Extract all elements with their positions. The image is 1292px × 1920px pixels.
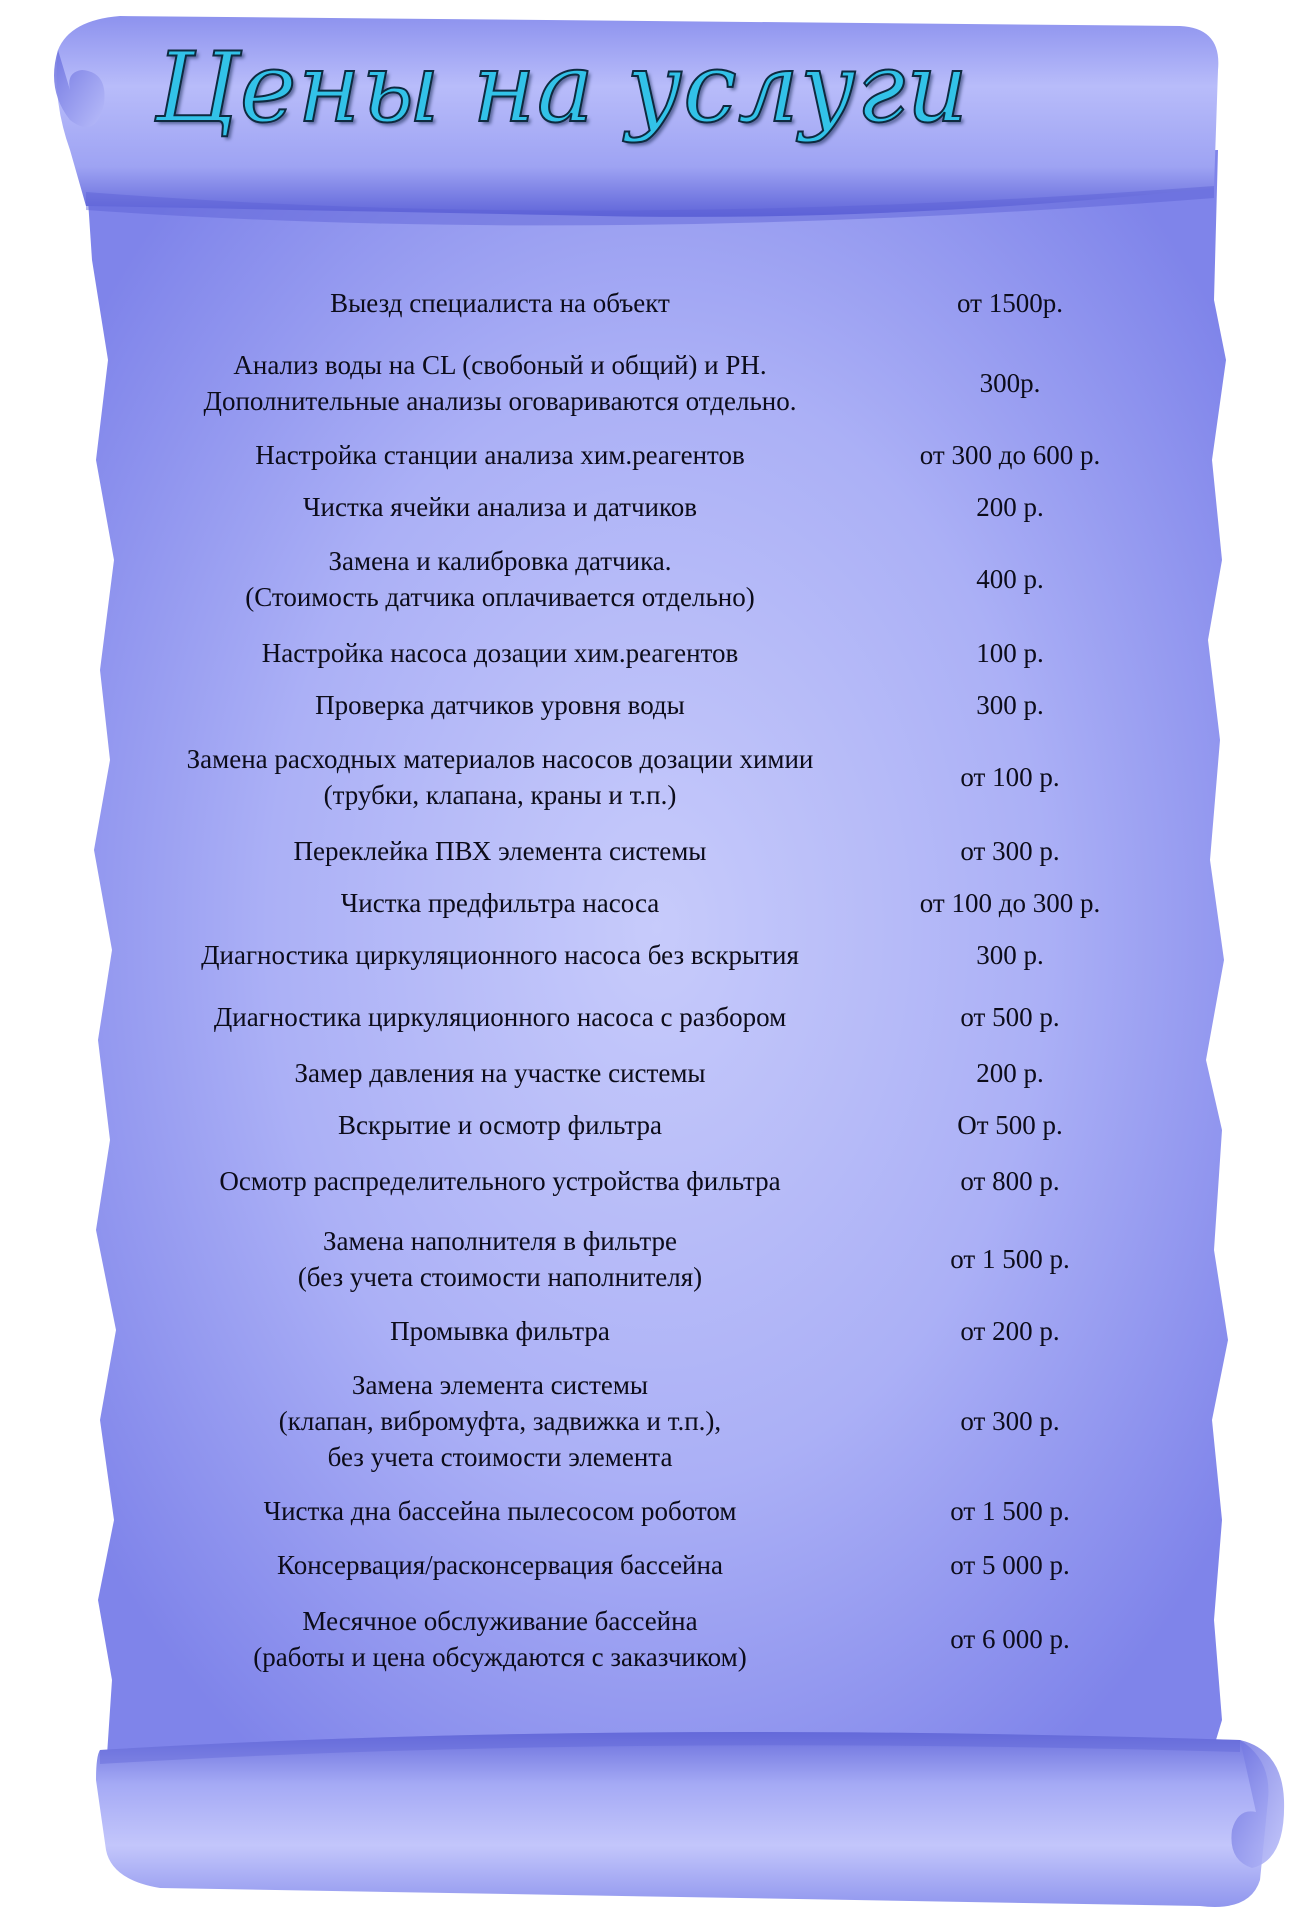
service-price: от 6 000 р. xyxy=(950,1624,1070,1654)
service-name: Вскрытие и осмотр фильтра xyxy=(337,1110,662,1140)
service-price: от 1 500 р. xyxy=(950,1496,1070,1526)
service-price: 300 р. xyxy=(976,690,1044,720)
service-name: Чистка предфильтра насоса xyxy=(340,888,660,918)
service-price: От 500 р. xyxy=(957,1110,1063,1140)
service-price: 200 р. xyxy=(976,1058,1044,1088)
price-row xyxy=(130,937,1150,973)
page-title: Цены на услуги xyxy=(155,32,970,144)
price-row xyxy=(130,489,1150,525)
service-name: Чистка дна бассейна пылесосом роботом xyxy=(263,1496,737,1526)
service-name: Анализ воды на CL (свобоный и общий) и PH. Дополнительные анализы оговариваются отдельно. xyxy=(203,350,797,416)
price-row xyxy=(130,1163,1150,1199)
service-price: 100 р. xyxy=(976,638,1044,668)
price-row xyxy=(130,1603,1150,1675)
price-row xyxy=(130,285,1150,321)
service-price: от 300 р. xyxy=(960,836,1060,866)
service-price: 200 р. xyxy=(976,492,1044,522)
price-row xyxy=(130,635,1150,671)
service-price: 300 р. xyxy=(976,940,1044,970)
service-name: Осмотр распределительного устройства фильтра xyxy=(219,1166,781,1196)
service-price: 300р. xyxy=(979,368,1041,398)
service-price: от 1 500 р. xyxy=(950,1244,1070,1274)
price-row xyxy=(130,833,1150,869)
price-row xyxy=(130,687,1150,723)
service-price: от 100 до 300 р. xyxy=(919,888,1101,918)
price-row xyxy=(130,543,1150,615)
service-name: Замер давления на участке системы xyxy=(294,1058,706,1088)
service-price: от 1500р. xyxy=(957,288,1063,318)
service-price: от 100 р. xyxy=(960,762,1060,792)
service-name: Замена наполнителя в фильтре (без учета стоимости наполнителя) xyxy=(297,1226,703,1292)
service-price: от 500 р. xyxy=(960,1002,1060,1032)
service-name: Консервация/расконсервация бассейна xyxy=(277,1550,723,1580)
service-name: Замена и калибровка датчика. (Стоимость датчика оплачивается отдельно) xyxy=(245,546,755,612)
service-name: Замена элемента системы (клапан, вибромуфта, задвижка и т.п.), без учета стоимости элемента xyxy=(278,1370,722,1472)
price-row xyxy=(130,1493,1150,1529)
service-price: от 5 000 р. xyxy=(950,1550,1070,1580)
price-row xyxy=(130,1547,1150,1583)
service-name: Переклейка ПВХ элемента системы xyxy=(293,836,707,866)
price-row xyxy=(130,1223,1150,1295)
scroll-bottom-roll xyxy=(96,1732,1268,1907)
service-name: Проверка датчиков уровня воды xyxy=(315,690,685,720)
price-row xyxy=(130,741,1150,813)
service-name: Замена расходных материалов насосов дозации химии (трубки, клапана, краны и т.п.) xyxy=(186,744,814,810)
service-price: от 300 р. xyxy=(960,1406,1060,1436)
service-name: Выезд специалиста на объект xyxy=(330,288,670,318)
price-row xyxy=(130,437,1150,473)
price-row xyxy=(130,1313,1150,1349)
service-name: Диагностика циркуляционного насоса без вскрытия xyxy=(201,940,799,970)
service-price: от 200 р. xyxy=(960,1316,1060,1346)
service-name: Месячное обслуживание бассейна (работы и цена обсуждаются с заказчиком) xyxy=(253,1606,747,1672)
service-price: 400 р. xyxy=(976,564,1044,594)
service-name: Чистка ячейки анализа и датчиков xyxy=(303,492,697,522)
price-row xyxy=(130,347,1150,419)
service-name: Настройка станции анализа хим.реагентов xyxy=(255,440,745,470)
service-name: Настройка насоса дозации хим.реагентов xyxy=(261,638,739,668)
service-price: от 800 р. xyxy=(960,1166,1060,1196)
price-row xyxy=(130,1107,1150,1143)
service-name: Диагностика циркуляционного насоса с разбором xyxy=(213,1002,787,1032)
service-name: Промывка фильтра xyxy=(390,1316,610,1346)
service-price: от 300 до 600 р. xyxy=(919,440,1101,470)
price-row xyxy=(130,999,1150,1035)
price-row xyxy=(130,1055,1150,1091)
price-row xyxy=(130,885,1150,921)
price-row xyxy=(130,1367,1150,1475)
